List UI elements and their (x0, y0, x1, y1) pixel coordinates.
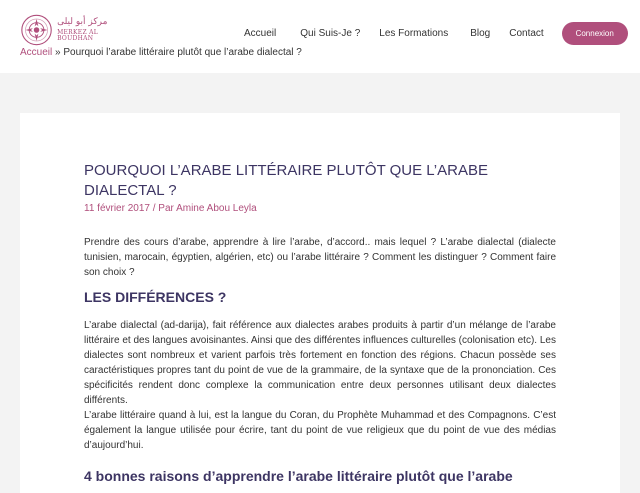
site-header (0, 0, 640, 73)
breadcrumb (20, 47, 302, 58)
article-meta[interactable]: 11 février 2017 / Par Amine Abou Leyla (84, 203, 257, 214)
breadcrumb-separator: » (52, 47, 64, 58)
article-intro: Prendre des cours d’arabe, apprendre à lire l’arabe, d’accord.. mais lequel ? L’arabe dialectal (dialecte tunisien, marocain, égyptien, algérien, etc) ou l’arabe littéraire ? Comment les distinguer ? Comment faire son choix ? (84, 237, 556, 278)
section-heading-raisons: 4 bonnes raisons d’apprendre l’arabe littéraire plutôt que l’arabe (84, 468, 513, 484)
nav-item-accueil[interactable]: Accueil (244, 28, 277, 39)
login-button[interactable]: Connexion (562, 22, 628, 45)
logo-arabic-text: مركز أبو ليلى (57, 17, 108, 27)
nav-item-qui-suis-je[interactable]: Qui Suis-Je ? (300, 28, 361, 39)
nav-item-les-formations[interactable]: Les Formations (379, 28, 449, 39)
site-logo[interactable] (20, 10, 130, 50)
paragraph-dialectal: L’arabe dialectal (ad-darija), fait référence aux dialectes arabes produits à partir d’un mélange de l’arabe littéraire et des langues avoisinantes. Ainsi que des différentes influences culturelles (colonisation etc). Les dialectes sont nombreux et varient parfois très fortement en fonction des régions. Chacun possède ses caractéristiques propres tant du point de vue de la grammaire, de la syntaxe que de la prononciation. Ces spécificités rendent donc complexe la communication entre deux personnes utilisant deux dialectes différents. (84, 320, 556, 406)
article-card (20, 113, 620, 493)
article-title: POURQUOI L’ARABE LITTÉRAIRE PLUTÔT QUE L’ARABE DIALECTAL ? (84, 162, 488, 199)
breadcrumb-current: Pourquoi l’arabe littéraire plutôt que l’arabe dialectal ? (63, 47, 302, 58)
logo-emblem-icon (20, 12, 53, 48)
section-heading-differences: LES DIFFÉRENCES ? (84, 289, 227, 305)
logo-latin-text: MERKEZ AL BOUDHAN (57, 29, 99, 42)
nav-item-blog[interactable]: Blog (470, 28, 491, 39)
main-navigation (244, 22, 628, 45)
paragraph-litteraire: L’arabe littéraire quand à lui, est la langue du Coran, du Prophète Muhammad et des Compagnons. C’est également la langue utilisée pour écrire, tant du point de vue religieux que du point de vue des médias d’aujourd’hui. (84, 410, 556, 451)
breadcrumb-home-link[interactable]: Accueil (20, 47, 53, 58)
nav-item-contact[interactable]: Contact (509, 28, 544, 39)
